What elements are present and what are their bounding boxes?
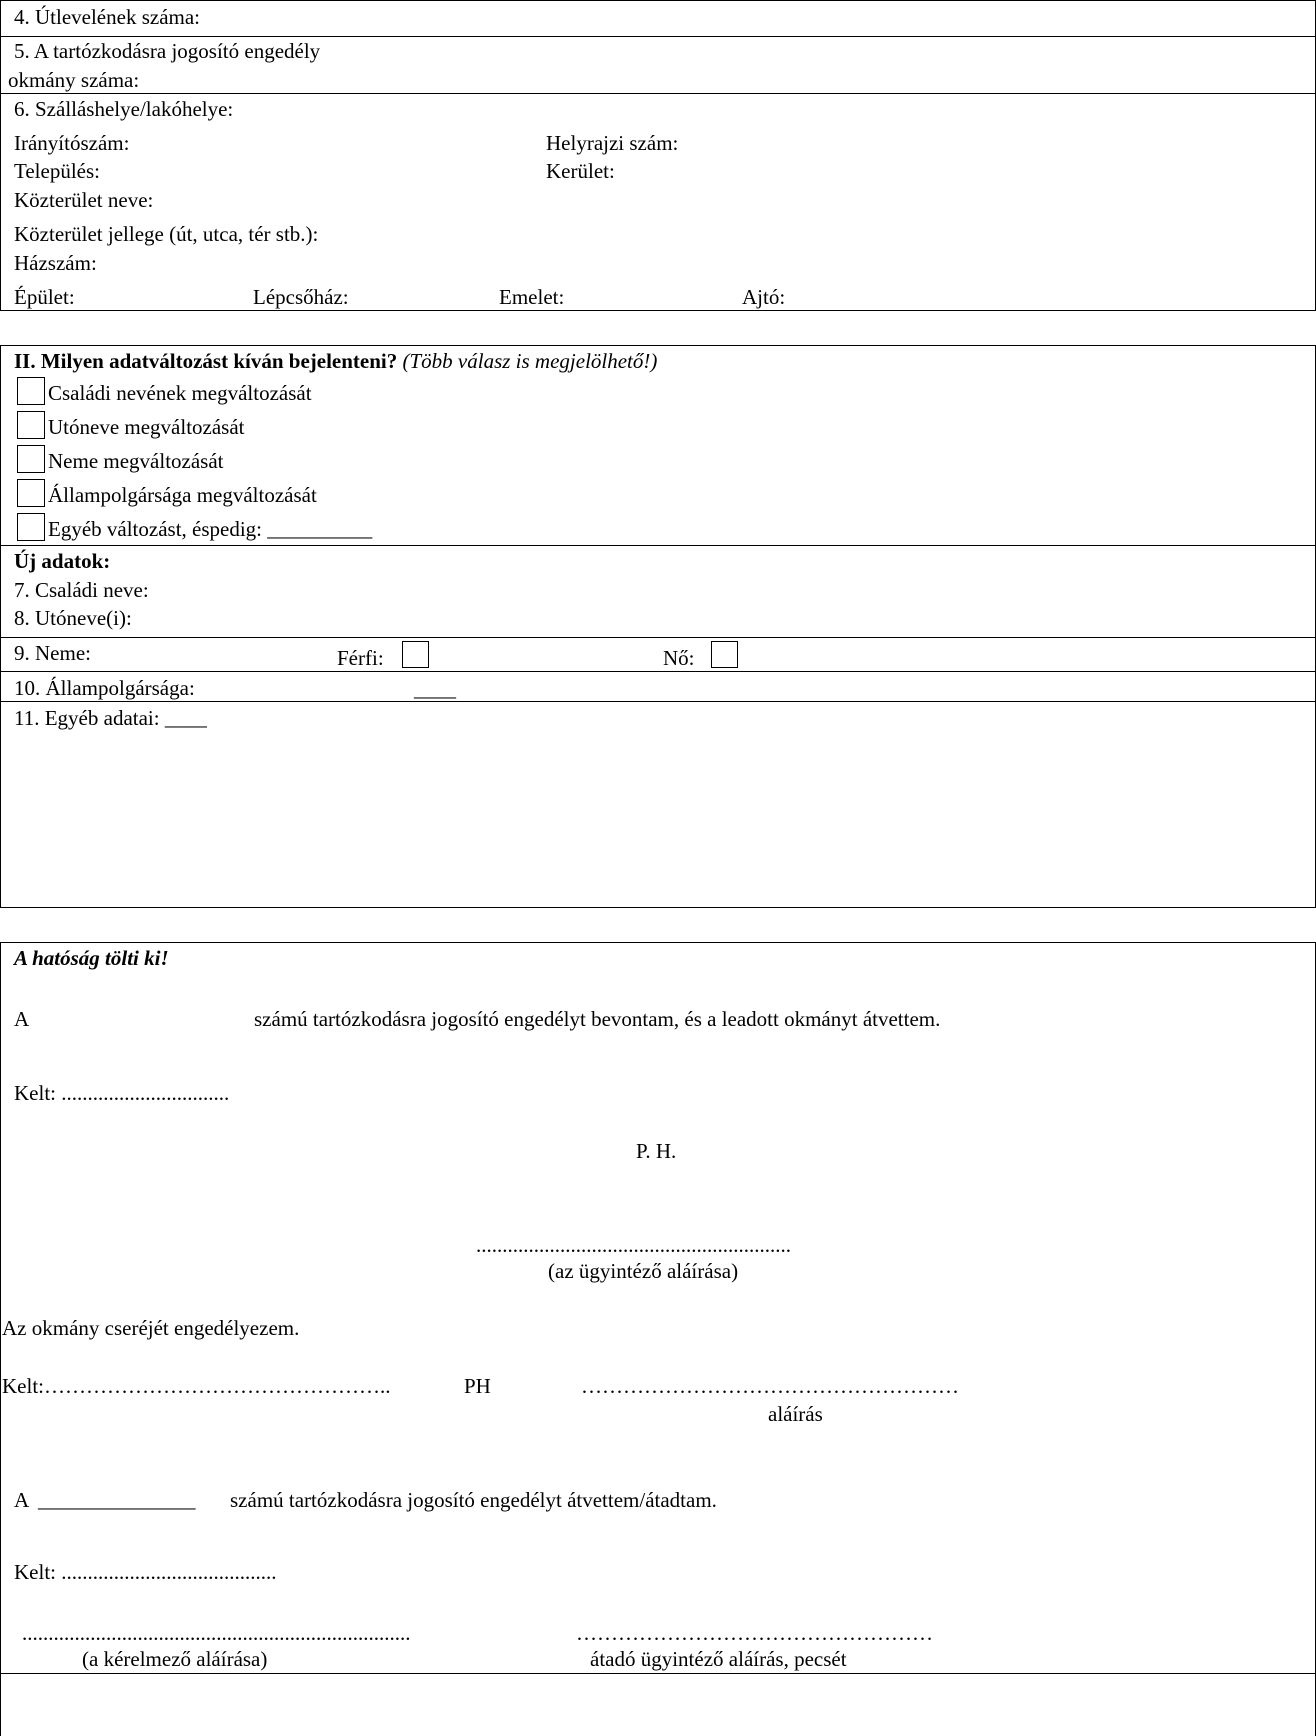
stamp-place-2: PH (464, 1374, 491, 1398)
other-change-checkbox[interactable] (17, 513, 45, 541)
handover-a-label: A (14, 1488, 30, 1512)
family-name-change-checkbox[interactable] (17, 377, 45, 405)
field-5-label-line2: okmány száma: (8, 68, 140, 92)
field-8-label: 8. Utóneve(i): (14, 606, 132, 630)
other-change-label: Egyéb változást, éspedig: __________ (48, 517, 373, 541)
revoked-statement: számú tartózkodásra jogosító engedélyt bevontam, és a leadott okmányt átvettem. (254, 1007, 941, 1031)
handover-statement: számú tartózkodásra jogosító engedélyt átvettem/átadtam. (230, 1488, 717, 1512)
field-10-blank: ____ (414, 677, 456, 701)
date-line-1: Kelt: ................................ (14, 1081, 230, 1105)
field-9-label: 9. Neme: (14, 641, 91, 665)
field-11-label: 11. Egyéb adatai: ____ (14, 706, 207, 730)
parcel-number-label: Helyrajzi szám: (546, 131, 679, 155)
new-data-heading: Új adatok: (14, 549, 111, 573)
signature-line-applicant: .......................................................................... (22, 1621, 411, 1645)
revoked-a-label: A (14, 1007, 30, 1031)
door-label: Ajtó: (742, 285, 786, 309)
date-line-2: Kelt:………………………………………….. (2, 1374, 391, 1398)
section-ii-note: (Több válasz is megjelölhető!) (402, 349, 658, 373)
signature-caption-officer: átadó ügyintéző aláírás, pecsét (590, 1647, 847, 1671)
field-6-label: 6. Szálláshelye/lakóhelye: (14, 97, 234, 121)
gender-change-label: Neme megváltozását (48, 449, 224, 473)
house-number-label: Házszám: (14, 251, 97, 275)
row-divider (0, 93, 1316, 94)
signature-caption-1: (az ügyintéző aláírása) (548, 1259, 739, 1283)
public-area-type-label: Közterület jellege (út, utca, tér stb.): (14, 222, 319, 246)
signature-caption-applicant: (a kérelmező aláírása) (82, 1647, 268, 1671)
section-ii-title: II. Milyen adatváltozást kíván bejelenteni? (14, 349, 398, 373)
building-label: Épület: (14, 285, 75, 309)
row-divider (0, 545, 1316, 546)
field-4-label: 4. Útlevelének száma: (14, 5, 201, 29)
section-ii-heading (14, 351, 657, 372)
signature-line-2: ……………………………………………… (581, 1374, 959, 1398)
family-name-change-label: Családi nevének megváltozását (48, 381, 312, 405)
male-checkbox[interactable] (402, 641, 429, 668)
field-5-label-line1: 5. A tartózkodásra jogosító engedély (14, 39, 321, 63)
female-label: Nő: (663, 646, 695, 670)
row-divider (0, 1673, 1316, 1674)
settlement-label: Település: (14, 159, 100, 183)
stamp-place-1: P. H. (636, 1139, 677, 1163)
signature-caption-2: aláírás (768, 1402, 823, 1426)
row-divider (0, 36, 1316, 37)
authority-heading: A hatóság tölti ki! (14, 946, 169, 970)
postal-code-label: Irányítószám: (14, 131, 130, 155)
floor-label: Emelet: (499, 285, 565, 309)
district-label: Kerület: (546, 159, 615, 183)
citizenship-change-label: Állampolgársága megváltozását (48, 483, 317, 507)
gender-change-checkbox[interactable] (17, 445, 45, 473)
exchange-approval: Az okmány cseréjét engedélyezem. (2, 1316, 300, 1340)
staircase-label: Lépcsőház: (253, 285, 349, 309)
given-name-change-checkbox[interactable] (17, 411, 45, 439)
public-area-name-label: Közterület neve: (14, 188, 154, 212)
field-7-label: 7. Családi neve: (14, 578, 149, 602)
male-label: Férfi: (337, 646, 384, 670)
female-checkbox[interactable] (711, 641, 738, 668)
row-divider (0, 637, 1316, 638)
signature-line-1: ............................................................ (476, 1233, 791, 1257)
given-name-change-label: Utóneve megváltozását (48, 415, 245, 439)
row-divider (0, 671, 1316, 672)
handover-number-blank: _______________ (38, 1488, 196, 1512)
field-10-label: 10. Állampolgársága: (14, 676, 195, 700)
citizenship-change-checkbox[interactable] (17, 479, 45, 507)
row-divider (0, 701, 1316, 702)
date-line-3: Kelt: ......................................... (14, 1560, 277, 1584)
signature-line-officer: …………………………………………… (576, 1621, 933, 1645)
